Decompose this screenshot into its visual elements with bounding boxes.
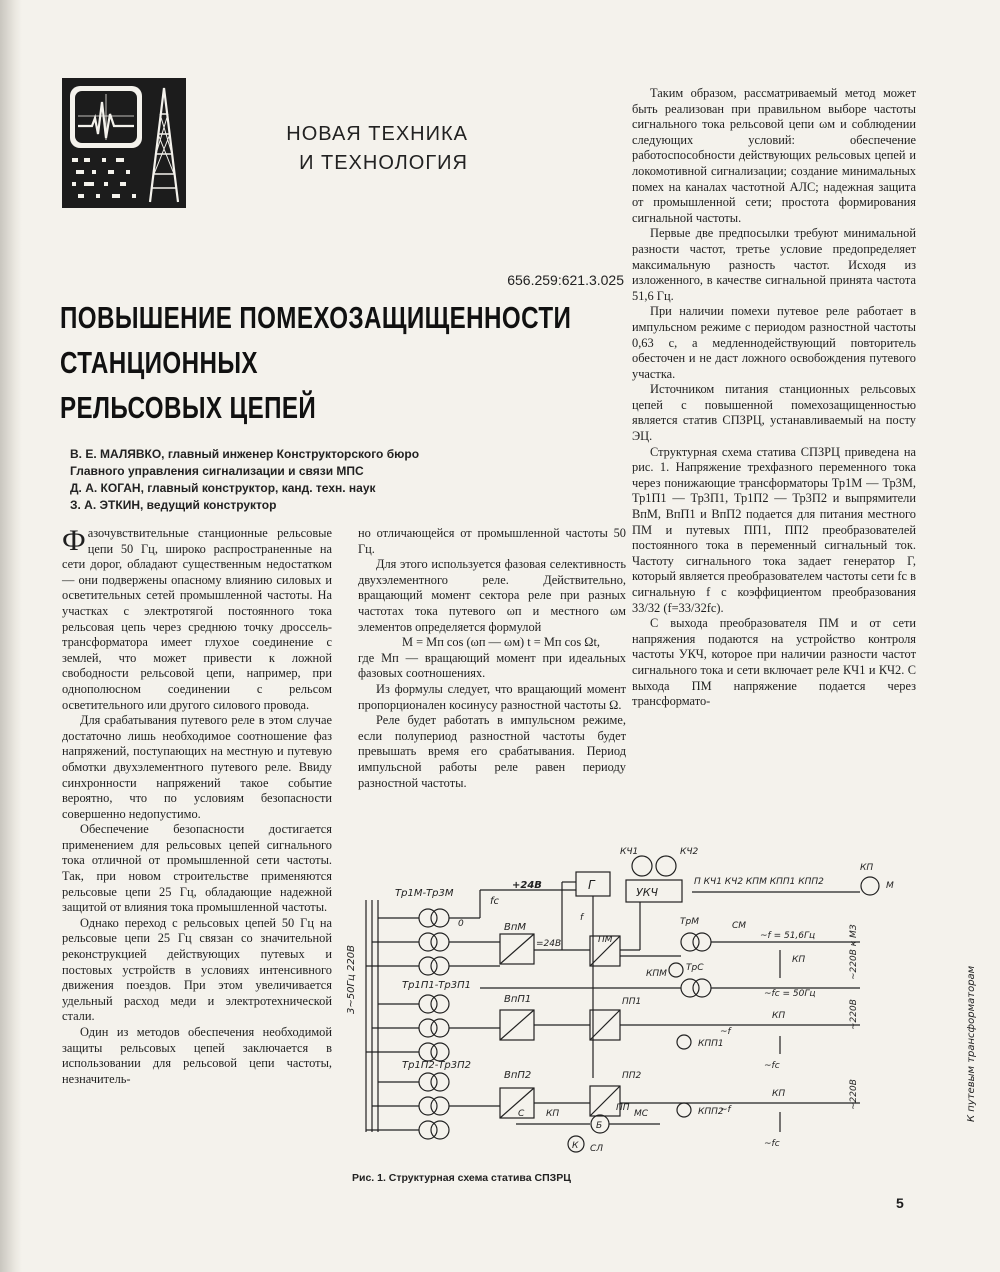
paragraph: Источником питания станционных рельсовых цепей с повышенной помехозащищенностью является статив СПЗРЦ, устанавливаемый на посту ЭЦ.	[632, 382, 916, 444]
f516-label: ~f = 51,6Гц	[760, 931, 816, 941]
transformers-p2	[419, 1073, 449, 1139]
f-label-gen: f	[580, 913, 584, 923]
section-line-2: И ТЕХНОЛОГИЯ	[299, 152, 468, 174]
tilde-fc-label-1: ~fc	[764, 1061, 780, 1071]
k-label: К	[572, 1141, 579, 1151]
relay-chain-label: П КЧ1 КЧ2 КПМ КПП1 КПП2	[694, 877, 824, 887]
paragraph: Структурная схема статива СПЗРЦ приведена на рис. 1. Напряжение трехфазного переменного тока через понижающие трансформаторы Тр1М — Тр3М, Тр1П1 — Тр3П1, Тр1П2 — Тр3П2 и выпрямители ВпМ, ВпП1 и ВпП2 подается для питания местного ПМ и путевых ПП1, ПП2 преобразователей постоянного тока в переменный сигнальный ток. Частоту сигнального тока задает генератор Г, который является преобразователем частоты сети fc в сигнальную f с коэффициентом преобразования 33/32 (f=33/32fc).	[632, 444, 916, 615]
paragraph: Один из методов обеспечения необходимой защиты рельсовых цепей заключается в использовании для рельсовой цепи частоты, незначитель-	[62, 1025, 332, 1086]
paragraph: Обеспечение безопасности достигается применением для рельсовых цепей сигнального тока отличной от промышленной сети частоты. Так, при новом строительстве применяются рельсовые цепи 25 Гц, обладающие надежной защитой от влияния тока промышленной частоты.	[62, 822, 332, 915]
tr-p1-label: Тр1П1-Тр3П1	[402, 980, 472, 991]
fc-label: fc	[490, 896, 500, 907]
oscilloscope-tower-logo-icon	[62, 78, 186, 208]
paragraph: Фазочувствительные станционные рельсовые цепи 50 Гц, широко распространенные на сети дорог, обладают существенным недостатком — они подвержены опасному влиянию силовых и осветительных сетей промышленной частоты. На участках с электротягой постоянного тока рельсовая цепь через среднюю точку дроссель-трансформатора имеет глухое соединение с землей, что может привести к ложной свободности рельсовой цепи, например, при однополюсном соединении с рельсом осветительного или другого силового провода.	[62, 524, 332, 712]
title-line-2: СТАНЦИОННЫХ	[60, 345, 258, 380]
pp2-label: ПП2	[622, 1071, 642, 1081]
udc-code: 656.259:621.3.025	[507, 272, 624, 288]
author-line: Главного управления сигнализации и связи МПС	[70, 464, 364, 478]
220v-label-2: ~220В	[849, 1079, 859, 1110]
paragraph: Реле будет работать в импульсном режиме, если полупериод разностной частоты будет превышать время его срабатывания. Период импульсной работы реле равен периоду разностной частоты.	[358, 713, 626, 790]
relay-kpp1	[677, 1035, 691, 1049]
paragraph: где Mп — вращающий момент при идеальных фазовых соотношениях.	[358, 650, 626, 681]
220v-label-1: ~220В	[849, 999, 859, 1030]
tilde-f-label-2: ~f	[720, 1105, 731, 1115]
pp-label: ПП	[616, 1103, 630, 1113]
section-heading	[248, 120, 468, 178]
page-number: 5	[896, 1195, 904, 1211]
drop-cap: Ф	[62, 524, 86, 557]
kpm-label: КПМ	[646, 969, 667, 979]
eq24-label: =24В	[536, 939, 562, 949]
author-line: З. А. ЭТКИН, ведущий конструктор	[70, 498, 277, 512]
paragraph: Первые две предпосылки требуют минимальной разности частот, третье условие предопределяет максимальную разность частот. Исходя из изложенного, в качестве сигнальной принята частота 51,6 Гц.	[632, 226, 916, 303]
paragraph: Для срабатывания путевого реле в этом случае достаточно лишь необходимое соотношение фаз напряжений, поступающих на местную и путевую обмотки двухэлементного путевого реле. Ввиду синхронности напряжений такое событие вероятно, что по условиям безопасности совершенно недопустимо.	[62, 713, 332, 821]
ukch-label: УКЧ	[636, 886, 659, 899]
vpm-label: ВпМ	[504, 922, 527, 933]
m-label: М	[886, 881, 894, 891]
transformers-m	[419, 909, 449, 975]
pm-label: ПМ	[598, 935, 613, 945]
kp-label-top: КП	[860, 863, 874, 873]
relay-kp	[861, 877, 879, 895]
article-title	[60, 295, 572, 430]
formula: M = Mп cos (ωп — ωм) t = Mп cos Ωt,	[401, 635, 600, 650]
relay-kpp2	[677, 1103, 691, 1117]
cm-label: СМ	[732, 921, 747, 931]
author-line: В. Е. МАЛЯВКО, главный инженер Конструкторского бюро	[70, 447, 420, 461]
structural-diagram	[340, 842, 977, 1154]
220kmz-label: ~220В к МЗ	[849, 924, 859, 980]
paragraph: Для этого используется фазовая селективность двухэлементного реле. Действительно, вращающий момент сектора реле при разных частотах тока путевого ωп и местного ωм элементов определяется формулой	[358, 557, 626, 634]
paragraph: С выхода преобразователя ПМ и от сети напряжения подаются на устройство контроля частоты УКЧ, которое при наличии разности частот сигнального тока и сети включает реле КЧ1 и КЧ2. С выхода ПМ напряжение подается через трансформато-	[632, 616, 916, 709]
tr-m-label: Тр1М-Тр3М	[395, 888, 454, 899]
zero-label: 0	[458, 919, 464, 929]
kpp1-label: КПП1	[698, 1039, 724, 1049]
binding-shadow	[0, 0, 22, 1272]
kp-label-3: КП	[772, 1089, 786, 1099]
sl-label: СЛ	[590, 1144, 604, 1154]
paragraph: Из формулы следует, что вращающий момент пропорционален косинусу разностной частоты Ω.	[358, 681, 626, 712]
pp1-label: ПП1	[622, 997, 642, 1007]
plus24-label: +24В	[512, 880, 542, 891]
to-track-label: К путевым трансформаторам	[966, 965, 977, 1122]
figure-caption: Рис. 1. Структурная схема статива СПЗРЦ	[352, 1172, 571, 1184]
title-line-3: РЕЛЬСОВЫХ ЦЕПЕЙ	[60, 390, 317, 425]
fc50-label: ~fc = 50Гц	[764, 989, 816, 999]
kp-label-bottom: КП	[546, 1109, 560, 1119]
text-column-3	[632, 86, 916, 710]
ms-label: МС	[634, 1109, 649, 1119]
paragraph: Однако переход с рельсовых цепей 50 Гц на рельсовые цепи 25 Гц связан со значительной реконструкцией действующих путевых и постовых устройств в условиях интенсивного движения поездов. При этом увеличивается удельный расход меди и электротехнической стали.	[62, 915, 332, 1024]
tilde-fc-label-2: ~fc	[764, 1139, 780, 1149]
paragraph: При наличии помехи путевое реле работает в импульсном режиме с периодом разностной частоты 0,63 с, а медленнодействующий повторитель обесточен и не даст ложного освобождения путевого участка.	[632, 304, 916, 381]
tr-p2-label: Тр1П2-Тр3П2	[402, 1060, 472, 1071]
text-column-1	[62, 526, 332, 1087]
kch2-label: КЧ2	[680, 847, 699, 857]
supply-label: 3~50Гц 220В	[346, 945, 357, 1014]
kch1-label: КЧ1	[620, 847, 639, 857]
vpp1-label: ВпП1	[504, 994, 532, 1005]
title-line-1: ПОВЫШЕНИЕ ПОМЕХОЗАЩИЩЕННОСТИ	[60, 300, 572, 335]
generator-label: Г	[588, 878, 595, 892]
s-label: С	[518, 1109, 525, 1119]
transformers-p1	[419, 995, 449, 1061]
kpp2-label: КПП2	[698, 1107, 724, 1117]
tilde-f-label-1: ~f	[720, 1027, 731, 1037]
trc-label: ТрС	[686, 963, 704, 973]
trm-label: ТрМ	[680, 917, 699, 927]
vpp2-label: ВпП2	[504, 1070, 532, 1081]
relay-kpm	[669, 963, 683, 977]
relay-kch1	[632, 856, 652, 876]
text-column-2	[358, 526, 626, 791]
relay-kch2	[656, 856, 676, 876]
b-label: Б	[596, 1121, 603, 1131]
author-line: Д. А. КОГАН, главный конструктор, канд. техн. наук	[70, 481, 376, 495]
authors-block	[70, 446, 490, 514]
kp-label-2: КП	[772, 1011, 786, 1021]
paragraph: Таким образом, рассматриваемый метод может быть реализован при правильном выборе частоты сигнального тока рельсовой цепи ωм и соблюдении следующих условий: обеспечение работоспособности действующих рельсовых цепей и локомотивной сигнализации; создание минимальных помех на каналах частотной АЛС; надежная защита от промышленной сети; простота формирования сигнальной частоты.	[632, 86, 916, 225]
paragraph: но отличающейся от промышленной частоты 50 Гц.	[358, 526, 626, 556]
kp-label-1: КП	[792, 955, 806, 965]
section-line-1: НОВАЯ ТЕХНИКА	[286, 123, 468, 145]
